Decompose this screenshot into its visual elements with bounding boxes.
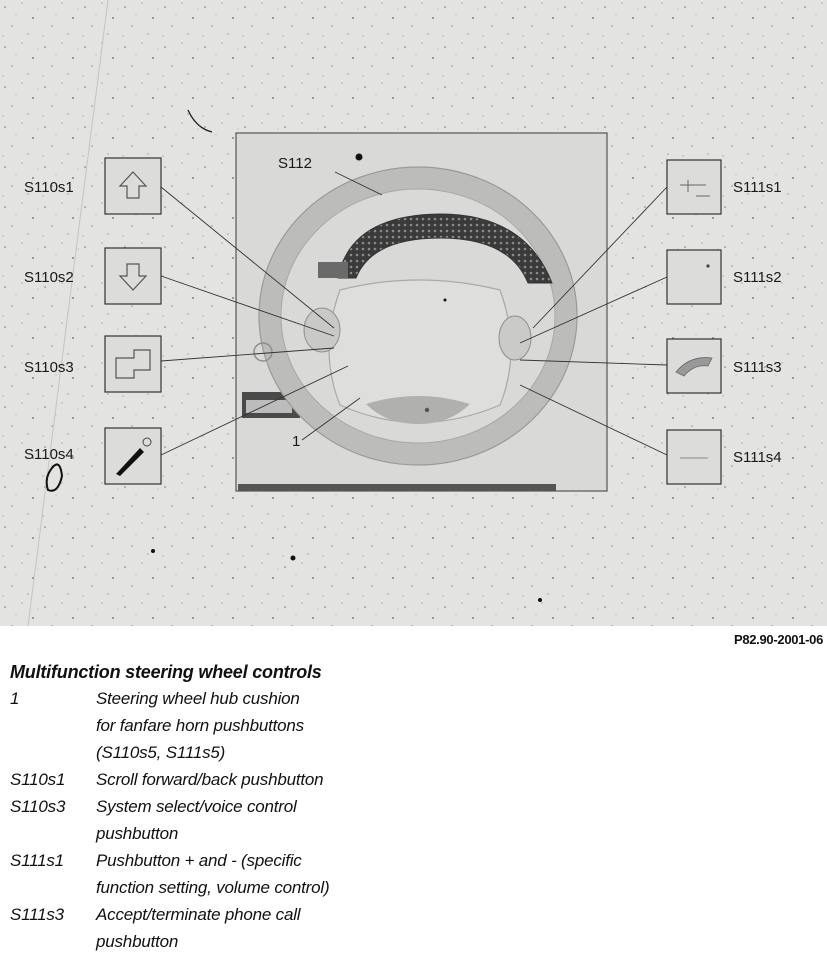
callout-S111s4: S111s4 bbox=[733, 449, 782, 466]
callout-S112: S112 bbox=[278, 155, 312, 172]
legend-code: S110s3 bbox=[10, 797, 66, 816]
callout-S110s4: S110s4 bbox=[24, 446, 74, 463]
legend-description: Accept/terminate phone call pushbutton bbox=[96, 905, 301, 951]
icon-box-S111s3 bbox=[667, 339, 721, 393]
legend-entry bbox=[10, 847, 810, 901]
legend-code: 1 bbox=[10, 689, 20, 708]
callout-S110s3: S110s3 bbox=[24, 359, 74, 376]
callout-S111s1: S111s1 bbox=[733, 179, 782, 196]
legend-code: S111s1 bbox=[10, 851, 64, 870]
callout-S110s2: S110s2 bbox=[24, 269, 74, 286]
legend-title: Multifunction steering wheel controls bbox=[10, 662, 322, 682]
icon-box-S110s2 bbox=[105, 248, 161, 304]
icon-box-S110s4 bbox=[105, 428, 161, 484]
legend-entry bbox=[10, 901, 810, 955]
callout-hub-1: 1 bbox=[292, 433, 301, 450]
legend-description: Pushbutton + and - (specific function setting, volume control) bbox=[96, 851, 330, 897]
legend-description: System select/voice control pushbutton bbox=[96, 797, 297, 843]
legend-description: Steering wheel hub cushion for fanfare horn pushbuttons (S110s5, S111s5) bbox=[96, 689, 304, 762]
legend-code: S111s3 bbox=[10, 905, 64, 924]
legend-code: S110s1 bbox=[10, 770, 66, 789]
legend-entry bbox=[10, 793, 810, 847]
legend-entry bbox=[10, 685, 810, 766]
icon-box-S110s1 bbox=[105, 158, 161, 214]
icon-box-S110s3 bbox=[105, 336, 161, 392]
icon-box-S111s2 bbox=[667, 250, 721, 304]
legend-description: Scroll forward/back pushbutton bbox=[96, 770, 324, 789]
icon-box-S111s4 bbox=[667, 430, 721, 484]
icon-box-S111s1 bbox=[667, 160, 721, 214]
figure-reference-id: P82.90-2001-06 bbox=[733, 632, 823, 647]
legend bbox=[10, 662, 810, 955]
dashboard-strip bbox=[238, 484, 556, 491]
left-spoke-buttons bbox=[304, 308, 340, 352]
callout-S111s2: S111s2 bbox=[733, 269, 782, 286]
callout-S110s1: S110s1 bbox=[24, 179, 74, 196]
legend-entry bbox=[10, 766, 810, 793]
right-spoke-buttons bbox=[499, 316, 531, 360]
callout-S111s3: S111s3 bbox=[733, 359, 782, 376]
